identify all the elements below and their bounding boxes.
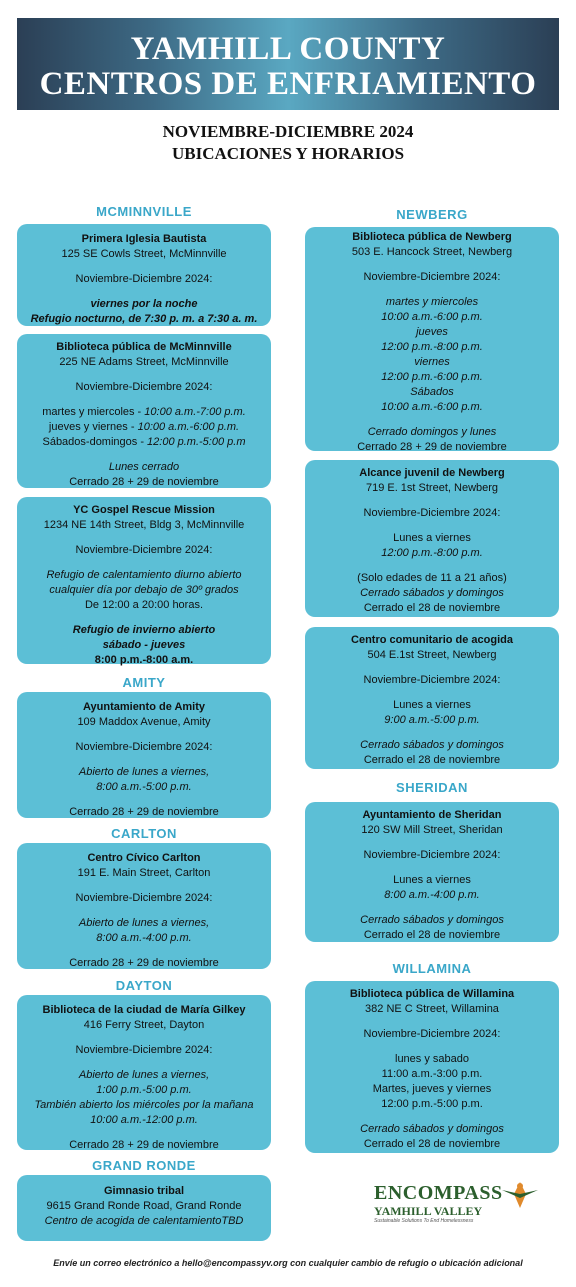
card-closed: Cerrado sábados y domingos — [360, 914, 504, 926]
section-dayton: DAYTON — [115, 978, 173, 993]
section-carlton: CARLTON — [111, 826, 177, 841]
subtitle-line-1: NOVIEMBRE-DICIEMBRE 2024 — [162, 122, 414, 141]
card-name: Centro Cívico Carlton — [87, 852, 201, 864]
compass-icon — [500, 1180, 540, 1210]
card-address: 225 NE Adams Street, McMinnville — [59, 356, 229, 368]
title-line-1: YAMHILL COUNTY — [130, 31, 446, 67]
card-hours: También abierto los miércoles por la mañana — [34, 1099, 254, 1111]
card-hours: Abierto de lunes a viernes, — [78, 917, 210, 929]
card-hours: 12:00 p.m.-8:00 p.m. — [381, 341, 483, 353]
logo-subname: YAMHILL VALLEY — [374, 1204, 483, 1218]
card-name: Alcance juvenil de Newberg — [359, 467, 505, 479]
card-hours: Refugio de invierno abierto — [72, 624, 216, 636]
card-hours: 12:00 p.m.-6:00 p.m. — [381, 371, 483, 383]
title-banner — [17, 18, 559, 110]
card-dates: Noviembre-Diciembre 2024: — [363, 271, 501, 283]
card-hours: Abierto de lunes a viernes, — [78, 1069, 210, 1081]
card-yc-gospel-rescue-mission — [17, 497, 271, 664]
card-hours: 9:00 a.m.-5:00 p.m. — [384, 714, 480, 726]
card-closed: Cerrado el 28 de noviembre — [363, 929, 501, 941]
card-hours — [17, 420, 271, 435]
card-hours: 1:00 p.m.-5:00 p.m. — [96, 1084, 192, 1096]
card-address: 416 Ferry Street, Dayton — [83, 1019, 205, 1031]
card-centro-civico-carlton — [17, 843, 271, 969]
card-note: (Solo edades de 11 a 21 años) — [357, 572, 507, 584]
section-newberg: NEWBERG — [396, 207, 468, 222]
card-hours — [17, 405, 271, 420]
card-biblioteca-willamina — [305, 981, 559, 1153]
card-closed: Cerrado 28 + 29 de noviembre — [357, 441, 507, 453]
card-centro-comunitario-acogida — [305, 627, 559, 769]
hours-days: martes y miercoles - — [42, 406, 145, 418]
card-closed: Cerrado 28 + 29 de noviembre — [69, 1139, 219, 1151]
card-hours: 10:00 a.m.-6:00 p.m. — [381, 401, 483, 413]
hours-time: 12:00 p.m.-5:00 p.m — [147, 436, 246, 448]
card-hours: 8:00 a.m.-4:00 p.m. — [96, 932, 192, 944]
card-hours: Refugio nocturno, de 7:30 p. m. a 7:30 a. m. — [30, 313, 258, 325]
card-dates: Noviembre-Diciembre 2024: — [75, 544, 213, 556]
card-dates: Noviembre-Diciembre 2024: — [363, 1028, 501, 1040]
card-alcance-juvenil-newberg — [305, 460, 559, 617]
card-dates: Noviembre-Diciembre 2024: — [75, 273, 213, 285]
card-hours: 10:00 a.m.-12:00 p.m. — [90, 1114, 198, 1126]
section-sheridan: SHERIDAN — [396, 780, 468, 795]
card-name: Biblioteca pública de McMinnville — [56, 341, 232, 353]
card-hours: Lunes a viernes — [393, 699, 471, 711]
card-closed: Cerrado sábados y domingos — [360, 1123, 504, 1135]
section-willamina: WILLAMINA — [392, 961, 472, 976]
hours-time: 10:00 a.m.-6:00 p.m. — [137, 421, 240, 433]
section-amity: AMITY — [122, 675, 166, 690]
card-closed: Cerrado 28 + 29 de noviembre — [69, 476, 219, 488]
card-ayuntamiento-sheridan — [305, 802, 559, 942]
card-address: 719 E. 1st Street, Newberg — [365, 482, 499, 494]
card-hours: viernes — [414, 356, 450, 368]
card-closed: Cerrado el 28 de noviembre — [363, 1138, 501, 1150]
card-address: 504 E.1st Street, Newberg — [367, 649, 497, 661]
card-hours: lunes y sabado — [395, 1053, 469, 1065]
card-closed: Cerrado sábados y domingos — [360, 739, 504, 751]
title-line-2: CENTROS DE ENFRIAMIENTO — [39, 66, 537, 102]
section-mcminnville: MCMINNVILLE — [96, 204, 192, 219]
card-hours: Lunes a viernes — [393, 874, 471, 886]
subtitle-line-2: UBICACIONES Y HORARIOS — [171, 144, 405, 163]
hours-days: Sábados-domingos - — [42, 436, 148, 448]
card-hours: Martes, jueves y viernes — [372, 1083, 492, 1095]
card-address: 191 E. Main Street, Carlton — [77, 867, 211, 879]
card-biblioteca-maria-gilkey — [17, 995, 271, 1150]
card-hours: sábado - jueves — [102, 639, 186, 651]
card-closed: Lunes cerrado — [108, 461, 180, 473]
card-dates: Noviembre-Diciembre 2024: — [363, 507, 501, 519]
card-biblioteca-newberg — [305, 227, 559, 451]
card-name: Gimnasio tribal — [103, 1185, 185, 1197]
card-name: Ayuntamiento de Sheridan — [362, 809, 502, 821]
card-hours: 12:00 p.m.-5:00 p.m. — [381, 1098, 483, 1110]
card-dates: Noviembre-Diciembre 2024: — [75, 741, 213, 753]
card-address: 109 Maddox Avenue, Amity — [77, 716, 211, 728]
card-hours: De 12:00 a 20:00 horas. — [84, 599, 204, 611]
card-address: 382 NE C Street, Willamina — [365, 1003, 499, 1015]
section-grand-ronde: GRAND RONDE — [92, 1158, 196, 1173]
card-closed: Cerrado el 28 de noviembre — [363, 754, 501, 766]
card-closed: Cerrado el 28 de noviembre — [363, 602, 501, 614]
card-closed: Cerrado sábados y domingos — [360, 587, 504, 599]
card-hours: Sábados — [410, 386, 454, 398]
card-hours: 10:00 a.m.-6:00 p.m. — [381, 311, 483, 323]
card-note: Centro de acogida de calentamientoTBD — [44, 1215, 244, 1227]
card-address: 125 SE Cowls Street, McMinnville — [61, 248, 227, 260]
card-name: Primera Iglesia Bautista — [81, 233, 207, 245]
hours-time: 10:00 a.m.-7:00 p.m. — [144, 406, 246, 418]
card-closed: Cerrado 28 + 29 de noviembre — [69, 806, 219, 818]
logo-tagline: Sustainable Solutions To End Homelessness — [374, 1218, 474, 1224]
card-hours: Abierto de lunes a viernes, — [78, 766, 210, 778]
card-name: Centro comunitario de acogida — [351, 634, 513, 646]
card-address: 1234 NE 14th Street, Bldg 3, McMinnville — [43, 519, 245, 531]
card-name: YC Gospel Rescue Mission — [73, 504, 215, 516]
card-address: 503 E. Hancock Street, Newberg — [351, 246, 513, 258]
card-hours: cualquier día por debajo de 30º grados — [49, 584, 239, 596]
card-dates: Noviembre-Diciembre 2024: — [75, 1044, 213, 1056]
card-hours: 8:00 a.m.-5:00 p.m. — [96, 781, 192, 793]
card-dates: Noviembre-Diciembre 2024: — [363, 849, 501, 861]
card-name: Ayuntamiento de Amity — [82, 701, 206, 713]
card-ayuntamiento-amity — [17, 692, 271, 818]
card-hours: Refugio de calentamiento diurno abierto — [46, 569, 242, 581]
logo-name: ENCOMPASS — [374, 1182, 503, 1204]
card-hours: viernes por la noche — [90, 298, 198, 310]
card-hours: jueves — [416, 326, 448, 338]
card-address: 9615 Grand Ronde Road, Grand Ronde — [46, 1200, 242, 1212]
card-hours: martes y miercoles — [385, 296, 479, 308]
card-address: 120 SW Mill Street, Sheridan — [361, 824, 503, 836]
card-hours: 8:00 p.m.-8:00 a.m. — [94, 654, 194, 666]
card-name: Biblioteca pública de Newberg — [352, 231, 512, 243]
card-closed: Cerrado domingos y lunes — [367, 426, 497, 438]
footer-note: Envíe un correo electrónico a hello@encompassyv.org con cualquier cambio de refugio o ubicación adicional — [53, 1258, 523, 1268]
card-hours: Lunes a viernes — [393, 532, 471, 544]
card-gimnasio-tribal — [17, 1175, 271, 1241]
card-hours: 12:00 p.m.-8:00 p.m. — [381, 547, 483, 559]
card-hours: 8:00 a.m.-4:00 p.m. — [384, 889, 480, 901]
card-hours: 11:00 a.m.-3:00 p.m. — [381, 1068, 483, 1080]
card-closed: Cerrado 28 + 29 de noviembre — [69, 957, 219, 969]
card-dates: Noviembre-Diciembre 2024: — [75, 381, 213, 393]
card-hours — [17, 435, 271, 450]
card-dates: Noviembre-Diciembre 2024: — [75, 892, 213, 904]
card-biblioteca-mcminnville — [17, 334, 271, 488]
encompass-logo — [372, 1180, 542, 1225]
card-primera-iglesia-bautista — [17, 224, 271, 326]
card-name: Biblioteca de la ciudad de María Gilkey — [42, 1004, 246, 1016]
hours-days: jueves y viernes - — [48, 421, 138, 433]
card-name: Biblioteca pública de Willamina — [349, 988, 515, 1000]
card-dates: Noviembre-Diciembre 2024: — [363, 674, 501, 686]
